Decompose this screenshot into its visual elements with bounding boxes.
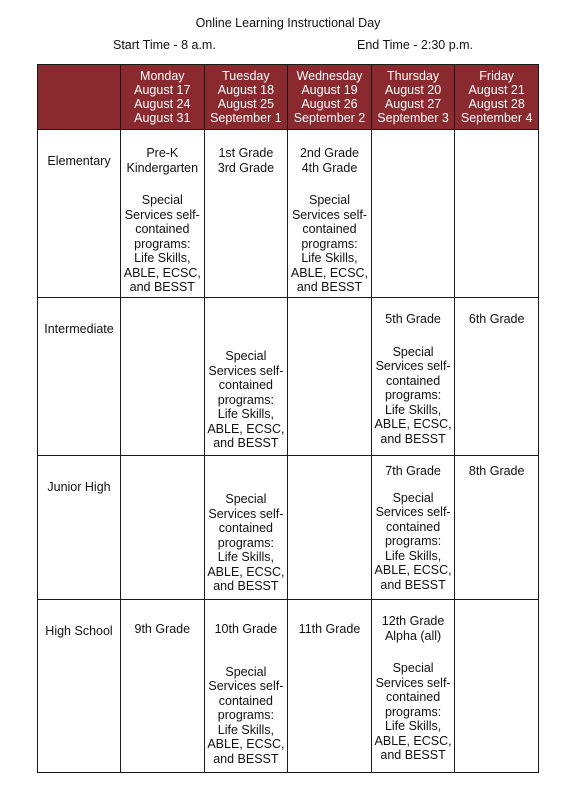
- note-line: Life Skills,: [384, 719, 442, 733]
- grade-text: 2nd Grade: [299, 146, 360, 160]
- note-line: programs:: [217, 708, 275, 722]
- note-line: Special: [392, 490, 434, 505]
- note-line: contained: [135, 222, 190, 236]
- note-line: programs:: [217, 392, 275, 407]
- day-date: August 18: [217, 83, 275, 97]
- note-line: Life Skills,: [301, 251, 358, 265]
- grade-text: 8th Grade: [468, 464, 525, 478]
- note-line: Life Skills,: [217, 722, 275, 737]
- day-date: August 31: [134, 111, 191, 125]
- end-time: End Time - 2:30 p.m.: [357, 38, 474, 52]
- note-line: and BESST: [213, 751, 279, 766]
- row-label: Junior High: [47, 480, 111, 494]
- note-line: programs:: [384, 704, 442, 719]
- note-line: Services self-: [124, 207, 200, 222]
- day-name: Wednesday: [296, 69, 363, 83]
- note-line: and BESST: [380, 431, 446, 446]
- row-label-cell: [38, 298, 121, 456]
- start-time: Start Time - 8 a.m.: [113, 38, 216, 52]
- special-services-note: [290, 193, 369, 295]
- cell-junior-thursday: [371, 456, 455, 600]
- note-line: contained: [385, 519, 441, 534]
- day-date: August 17: [134, 83, 191, 97]
- cell-elementary-thursday: [371, 130, 455, 298]
- cell-elementary-monday: [121, 130, 205, 298]
- day-date: September 4: [460, 111, 533, 125]
- day-name: Tuesday: [222, 69, 270, 83]
- special-services-note: [207, 349, 286, 451]
- grade-text: 10th Grade: [214, 622, 278, 636]
- cell-intermediate-monday: [121, 298, 205, 456]
- day-date: August 26: [301, 97, 358, 111]
- note-line: contained: [218, 378, 273, 392]
- cell-elementary-friday: [455, 130, 539, 298]
- special-services-note: [374, 345, 453, 447]
- note-line: Services self-: [208, 679, 284, 693]
- page-title: Online Learning Instructional Day: [195, 16, 381, 30]
- corner-cell: [38, 65, 121, 130]
- note-line: Life Skills,: [217, 407, 275, 421]
- note-line: Services self-: [375, 359, 451, 373]
- grade-text: 4th Grade: [301, 160, 358, 175]
- cell-high-monday: [121, 600, 205, 773]
- note-line: Life Skills,: [384, 548, 442, 563]
- note-line: contained: [385, 690, 441, 704]
- cell-high-thursday: [371, 600, 455, 773]
- note-line: ABLE, ECSC,: [123, 265, 201, 280]
- note-line: and BESST: [213, 579, 279, 593]
- note-line: and BESST: [129, 280, 195, 294]
- day-header-tuesday: [204, 65, 288, 130]
- cell-high-wednesday: [288, 600, 372, 773]
- special-services-note: [374, 661, 453, 763]
- cell-elementary-tuesday: [204, 130, 288, 298]
- cell-intermediate-tuesday: [204, 298, 288, 456]
- cell-junior-monday: [121, 456, 205, 600]
- note-line: Special: [392, 344, 434, 359]
- day-date: August 25: [217, 97, 275, 111]
- note-line: Special: [225, 349, 267, 363]
- row-label: Elementary: [47, 154, 111, 168]
- schedule-table: [37, 64, 539, 773]
- day-date: August 20: [384, 83, 442, 97]
- note-line: ABLE, ECSC,: [290, 265, 369, 280]
- special-services-note: [374, 491, 453, 593]
- note-line: Life Skills,: [134, 251, 191, 265]
- day-date: August 19: [301, 83, 358, 97]
- note-line: Services self-: [375, 505, 451, 519]
- note-line: Services self-: [208, 506, 284, 521]
- grade-text: 3rd Grade: [217, 160, 275, 175]
- special-services-note: [207, 492, 286, 594]
- row-label-cell: [38, 130, 121, 298]
- note-line: programs:: [301, 236, 358, 251]
- note-line: ABLE, ECSC,: [374, 417, 452, 431]
- note-line: ABLE, ECSC,: [374, 733, 452, 748]
- table-row-junior-high: [38, 456, 539, 600]
- row-label-cell: [38, 456, 121, 600]
- note-line: Services self-: [291, 207, 367, 222]
- special-services-note: [207, 665, 286, 767]
- note-line: contained: [218, 693, 273, 708]
- table-row-intermediate: [38, 298, 539, 456]
- day-date: August 27: [384, 97, 442, 111]
- note-line: Life Skills,: [384, 402, 442, 417]
- note-line: Special: [141, 193, 183, 207]
- grade-text: 6th Grade: [468, 312, 525, 326]
- header-row: [38, 65, 539, 130]
- note-line: and BESST: [296, 280, 363, 294]
- grade-text: 5th Grade: [385, 312, 441, 326]
- cell-high-friday: [455, 600, 539, 773]
- day-header-wednesday: [288, 65, 372, 130]
- note-line: programs:: [217, 535, 275, 550]
- note-line: contained: [218, 521, 273, 535]
- row-label: Intermediate: [44, 322, 114, 336]
- cell-junior-friday: [455, 456, 539, 600]
- note-line: Services self-: [375, 675, 451, 690]
- note-line: and BESST: [213, 436, 279, 450]
- grade-text: Pre-K: [146, 146, 179, 160]
- cell-intermediate-thursday: [371, 298, 455, 456]
- grade-text: 1st Grade: [218, 146, 274, 160]
- grade-text: 12th Grade: [381, 614, 445, 628]
- note-line: contained: [302, 222, 357, 236]
- day-date: August 28: [468, 97, 525, 111]
- note-line: ABLE, ECSC,: [374, 563, 452, 577]
- grade-text: Alpha (all): [384, 628, 442, 643]
- cell-intermediate-friday: [455, 298, 539, 456]
- note-line: ABLE, ECSC,: [207, 564, 285, 579]
- note-line: Special: [225, 492, 267, 506]
- day-name: Thursday: [387, 69, 440, 83]
- day-header-monday: [121, 65, 205, 130]
- cell-junior-tuesday: [204, 456, 288, 600]
- cell-intermediate-wednesday: [288, 298, 372, 456]
- note-line: programs:: [384, 534, 442, 548]
- note-line: Special: [225, 664, 267, 679]
- day-header-friday: [455, 65, 539, 130]
- day-header-thursday: [371, 65, 455, 130]
- note-line: Life Skills,: [217, 550, 275, 564]
- day-name: Monday: [140, 69, 185, 83]
- grade-text: 11th Grade: [298, 622, 361, 636]
- note-line: Services self-: [208, 363, 284, 378]
- day-name: Friday: [479, 69, 515, 83]
- table-row-high-school: [38, 600, 539, 773]
- note-line: and BESST: [380, 748, 446, 762]
- day-date: August 24: [134, 97, 191, 111]
- note-line: ABLE, ECSC,: [207, 421, 285, 436]
- note-line: contained: [385, 373, 441, 388]
- note-line: Special: [392, 661, 434, 675]
- row-label: High School: [45, 624, 113, 638]
- day-date: September 2: [293, 111, 366, 125]
- grade-text: 9th Grade: [134, 622, 191, 636]
- note-line: programs:: [384, 388, 442, 402]
- cell-elementary-wednesday: [288, 130, 372, 298]
- row-label-cell: [38, 600, 121, 773]
- day-date: September 1: [210, 111, 282, 125]
- table-row-elementary: [38, 130, 539, 298]
- grade-text: 7th Grade: [385, 464, 441, 478]
- day-date: September 3: [377, 111, 449, 125]
- special-services-note: [123, 193, 202, 295]
- note-line: and BESST: [380, 577, 446, 592]
- cell-junior-wednesday: [288, 456, 372, 600]
- day-date: August 21: [468, 83, 525, 97]
- note-line: programs:: [134, 236, 191, 251]
- grade-text: Kindergarten: [126, 160, 199, 175]
- cell-high-tuesday: [204, 600, 288, 773]
- note-line: Special: [308, 193, 350, 207]
- note-line: ABLE, ECSC,: [207, 737, 285, 751]
